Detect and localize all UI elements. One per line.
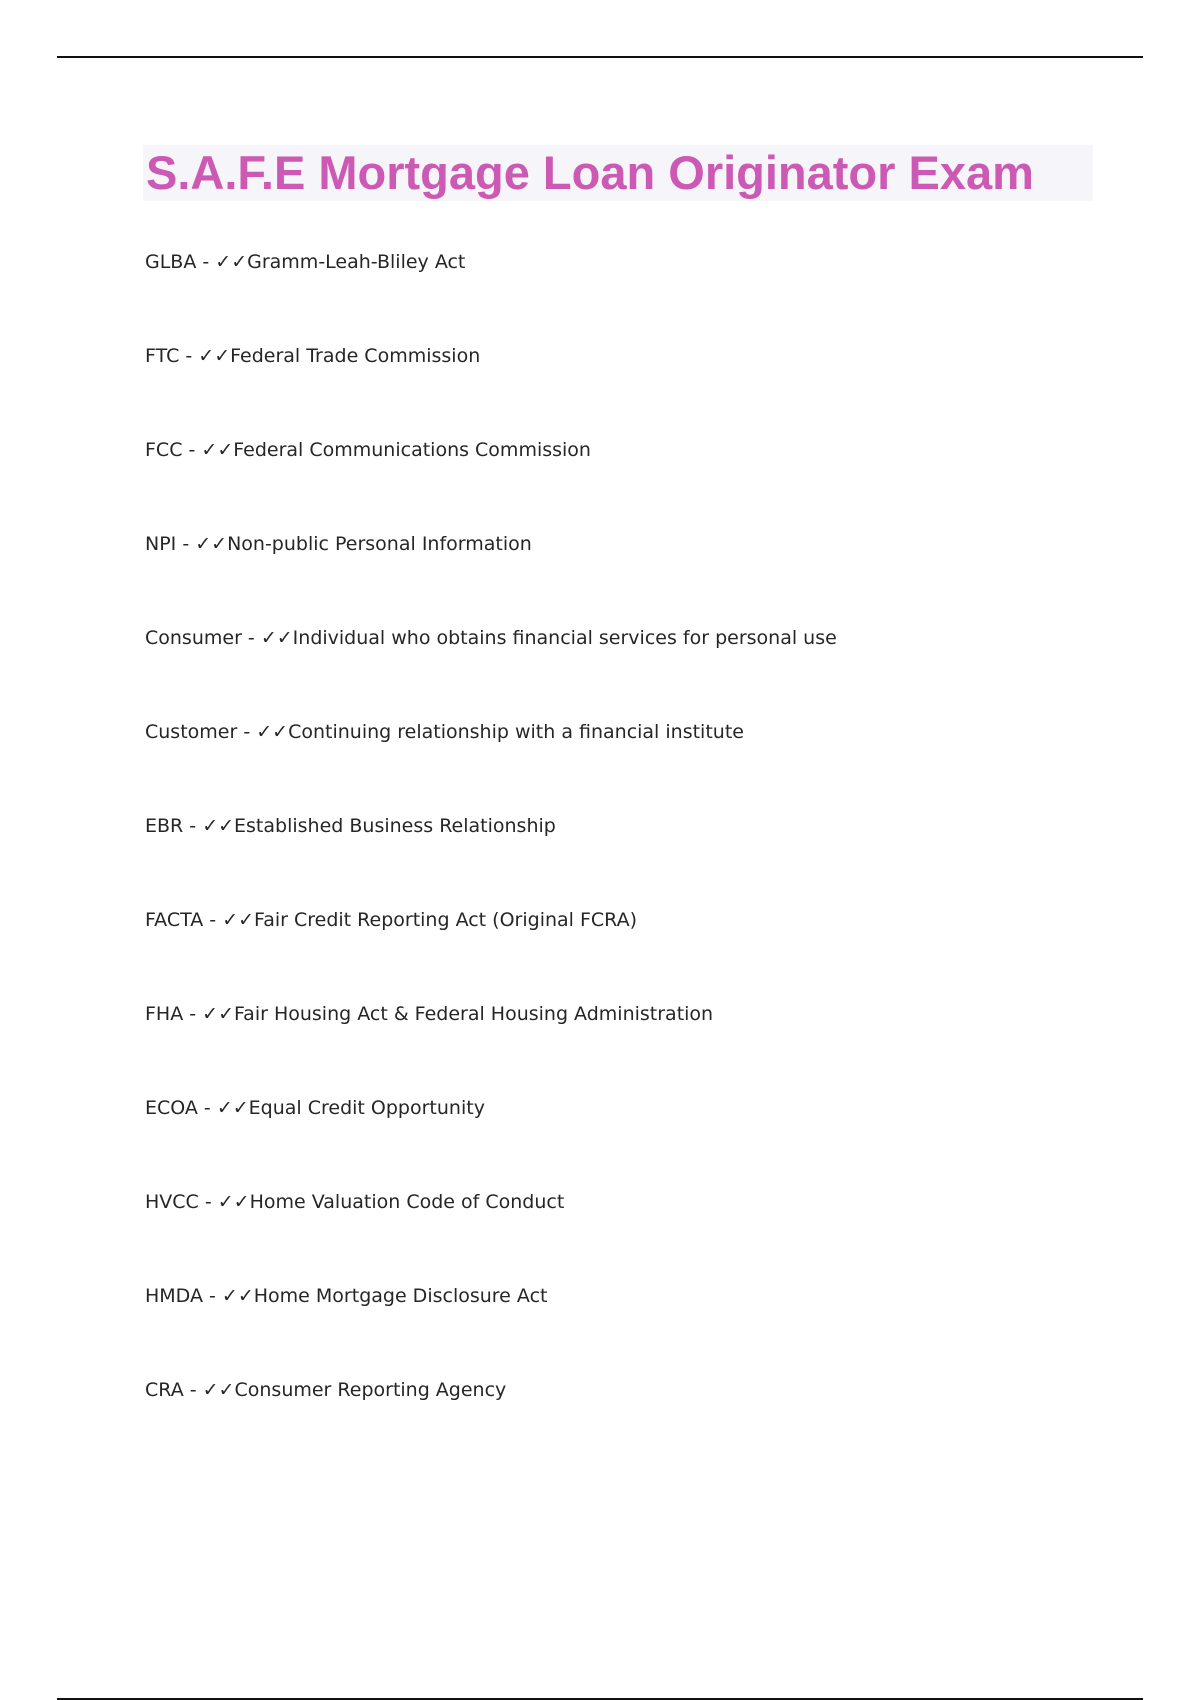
list-item <box>145 1000 1145 1094</box>
separator: - <box>196 251 216 273</box>
definition: Continuing relationship with a financial institute <box>288 721 744 743</box>
separator: - <box>183 1003 203 1025</box>
list-item <box>145 812 1145 906</box>
definition: Federal Trade Commission <box>230 345 481 367</box>
check-marks-icon: ✓✓ <box>195 533 228 555</box>
check-marks-icon: ✓✓ <box>216 1097 249 1119</box>
term: HMDA <box>145 1285 203 1307</box>
check-marks-icon: ✓✓ <box>222 909 255 931</box>
separator: - <box>198 1191 218 1213</box>
term: NPI <box>145 533 177 555</box>
list-item <box>145 1282 1145 1376</box>
definition-list <box>145 248 1145 1470</box>
separator: - <box>179 345 199 367</box>
term: EBR <box>145 815 184 837</box>
term: HVCC <box>145 1191 199 1213</box>
separator: - <box>241 627 261 649</box>
definition: Consumer Reporting Agency <box>234 1379 507 1401</box>
separator: - <box>202 1285 222 1307</box>
list-item <box>145 1188 1145 1282</box>
top-rule <box>57 56 1143 58</box>
check-marks-icon: ✓✓ <box>202 1003 234 1025</box>
check-marks-icon: ✓✓ <box>260 627 293 649</box>
check-marks-icon: ✓✓ <box>201 439 234 461</box>
definition: Equal Credit Opportunity <box>248 1097 485 1119</box>
separator: - <box>237 721 257 743</box>
list-item <box>145 906 1145 1000</box>
check-marks-icon: ✓✓ <box>221 1285 254 1307</box>
check-marks-icon: ✓✓ <box>202 815 235 837</box>
list-item <box>145 624 1145 718</box>
list-item <box>145 248 1145 342</box>
term: ECOA <box>145 1097 198 1119</box>
definition: Non-public Personal Information <box>227 533 532 555</box>
separator: - <box>183 815 203 837</box>
list-item <box>145 342 1145 436</box>
list-item <box>145 436 1145 530</box>
term: Consumer <box>145 627 242 649</box>
separator: - <box>182 439 202 461</box>
term: FACTA <box>145 909 204 931</box>
separator: - <box>183 1379 203 1401</box>
check-marks-icon: ✓✓ <box>198 345 231 367</box>
definition: Individual who obtains financial services for personal use <box>292 627 837 649</box>
list-item <box>145 530 1145 624</box>
term: FCC <box>145 439 183 461</box>
definition: Home Valuation Code of Conduct <box>249 1191 565 1213</box>
definition: Fair Credit Reporting Act (Original FCRA) <box>254 909 638 931</box>
check-marks-icon: ✓✓ <box>256 721 289 743</box>
check-marks-icon: ✓✓ <box>202 1379 235 1401</box>
definition: Home Mortgage Disclosure Act <box>253 1285 548 1307</box>
document-title: S.A.F.E Mortgage Loan Originator Exam <box>146 146 1034 199</box>
term: Customer <box>145 721 238 743</box>
list-item <box>145 718 1145 812</box>
term: FTC <box>145 345 180 367</box>
term: FHA <box>145 1003 184 1025</box>
definition: Fair Housing Act & Federal Housing Administration <box>234 1003 714 1025</box>
separator: - <box>203 909 223 931</box>
check-marks-icon: ✓✓ <box>215 251 248 273</box>
separator: - <box>176 533 196 555</box>
definition: Federal Communications Commission <box>233 439 591 461</box>
definition: Established Business Relationship <box>234 815 556 837</box>
definition: Gramm-Leah-Bliley Act <box>247 251 466 273</box>
list-item <box>145 1376 1145 1470</box>
separator: - <box>197 1097 217 1119</box>
check-marks-icon: ✓✓ <box>217 1191 250 1213</box>
term: CRA <box>145 1379 184 1401</box>
list-item <box>145 1094 1145 1188</box>
term: GLBA <box>145 251 197 273</box>
